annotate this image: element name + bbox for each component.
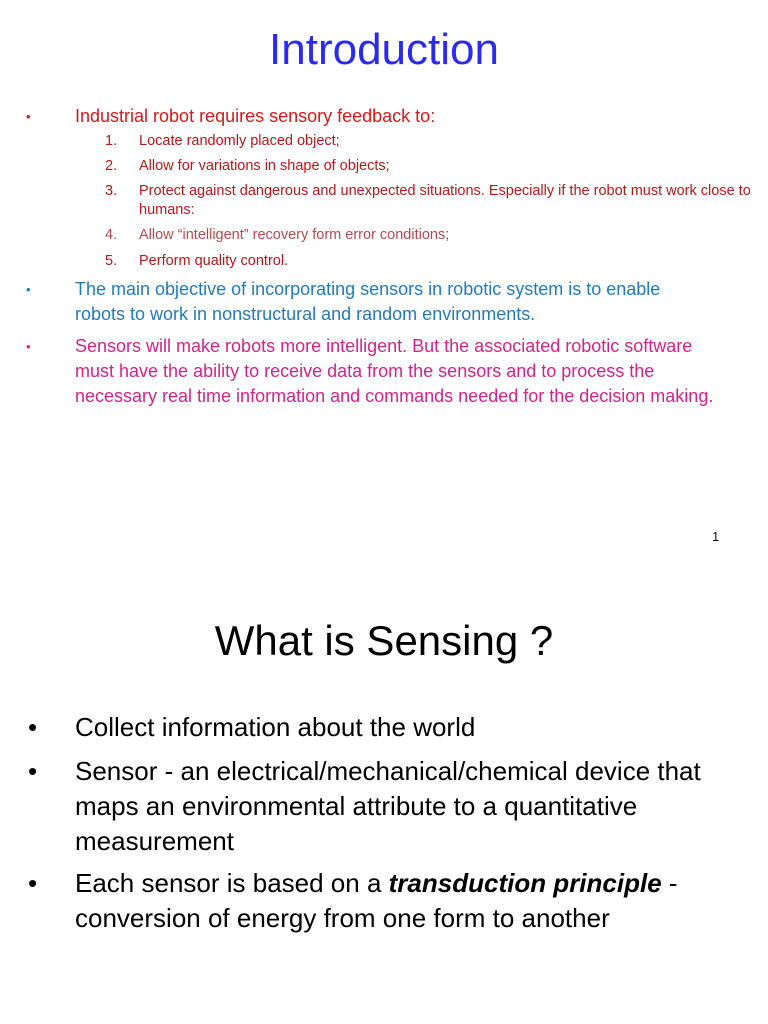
emphasis-transduction-principle: transduction principle — [388, 868, 662, 898]
bullet-text: Industrial robot requires sensory feedback to: — [75, 106, 436, 126]
bullet-marker: • — [28, 712, 38, 742]
slide-title-introduction: Introduction — [269, 25, 499, 74]
bullet-marker: • — [28, 868, 38, 898]
bullet-marker: • — [26, 109, 31, 124]
list-text: Protect against dangerous and unexpected situations. Especially if the robot must work close to humans: — [139, 183, 751, 218]
bullet-text: The main objective of incorporating sensors in robotic system is to enable robots to work in nonstructural and random environments. — [75, 279, 661, 324]
list-number: 3. — [105, 183, 118, 199]
list-number: 4. — [105, 227, 118, 243]
list-text: Locate randomly placed object; — [139, 133, 340, 149]
slide-title-what-is-sensing: What is Sensing ? — [214, 617, 554, 664]
list-text: Allow for variations in shape of objects; — [139, 158, 390, 174]
bullet-text: Sensor - an electrical/mechanical/chemical device that maps an environmental attribute to a quantitative measurement — [75, 756, 701, 856]
list-text: Perform quality control. — [139, 253, 289, 269]
list-number: 1. — [105, 133, 118, 149]
bullet-marker: • — [28, 756, 38, 786]
list-text: Allow “intelligent” recovery form error conditions; — [139, 227, 450, 243]
list-number: 2. — [105, 158, 118, 174]
list-number: 5. — [105, 253, 118, 269]
bullet-text-pre: Each sensor is based on a — [75, 868, 389, 898]
bullet-text: Collect information about the world — [75, 712, 476, 742]
slide-what-is-sensing — [0, 590, 768, 1024]
bullet-marker: • — [26, 282, 31, 297]
bullet-text — [75, 866, 725, 936]
page-number: 1 — [712, 529, 720, 544]
bullet-marker: • — [26, 339, 31, 354]
bullet-text-post: - conversion of energy from one form to another — [75, 868, 678, 933]
bullet-text: Sensors will make robots more intelligent. But the associated robotic software must have the ability to receive data from the sensors and to process the necessary real time information and commands needed for the decision making. — [75, 336, 714, 406]
